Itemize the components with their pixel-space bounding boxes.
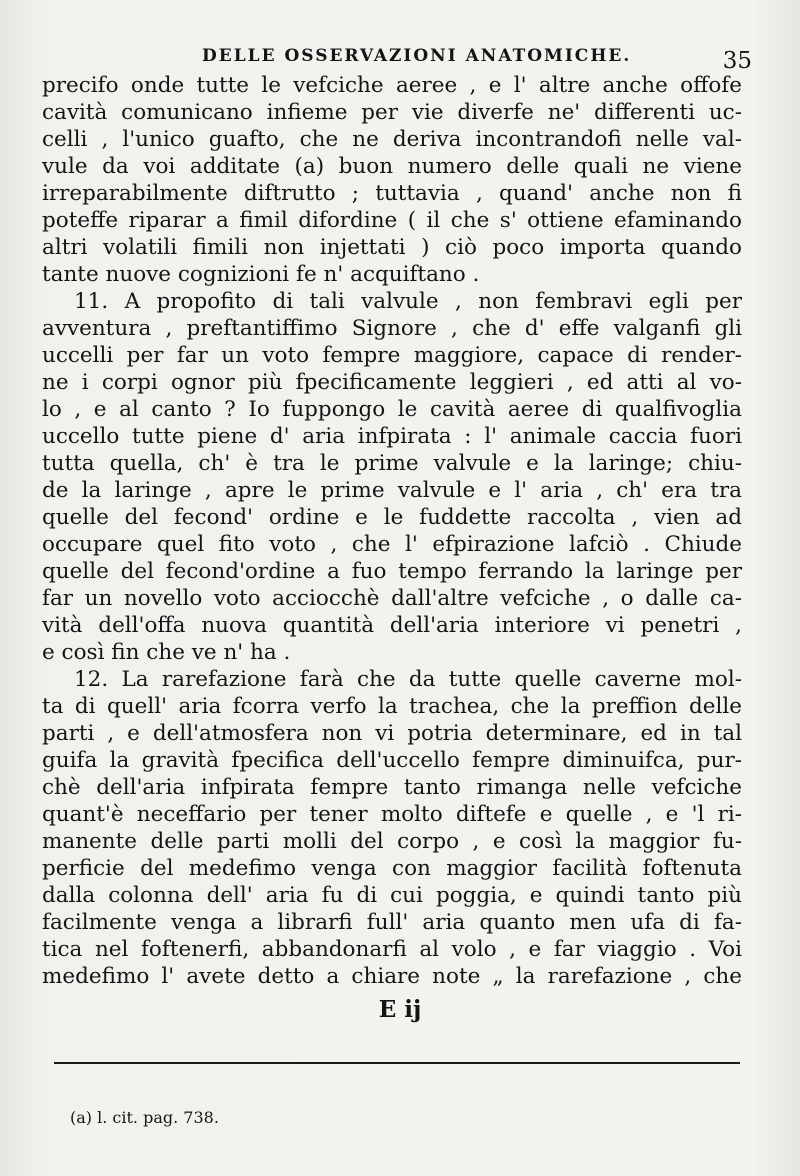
- running-head: [50, 44, 760, 72]
- text-line: quant'è neceffario per tener molto diftefe e quelle , e 'l ri-: [42, 802, 742, 827]
- text-line: parti , e dell'atmosfera non vi potria determinare, ed in tal: [42, 721, 742, 746]
- text-line: ne i corpi ognor più fpecificamente leggieri , ed atti al vo-: [42, 370, 742, 395]
- signature-mark: E ij: [378, 996, 422, 1023]
- paragraph-12-start: 12. La rarefazione farà che da tutte quelle caverne mol-: [74, 667, 742, 692]
- running-title: DELLE OSSERVAZIONI ANATOMICHE.: [202, 46, 632, 66]
- text-line: manente delle parti molli del corpo , e così la maggior fu-: [42, 829, 742, 854]
- text-line: dalla colonna dell' aria fu di cui poggia, e quindi tanto più: [42, 883, 742, 908]
- text-line: lo , e al canto ? Io fuppongo le cavità aeree di qualfivoglia: [42, 397, 742, 422]
- text-line: chè dell'aria infpirata fempre tanto rimanga nelle vefciche: [42, 775, 742, 800]
- footnote-divider: [54, 1062, 740, 1064]
- text-line: vule da voi additate (a) buon numero delle quali ne viene: [42, 154, 742, 179]
- text-line: quelle del fecond' ordine e le fuddette raccolta , vien ad: [42, 505, 742, 530]
- text-line: celli , l'unico guafto, che ne deriva incontrandofi nelle val-: [42, 127, 742, 152]
- text-line: tutta quella, ch' è tra le prime valvule e la laringe; chiu-: [42, 451, 742, 476]
- text-line: facilmente venga a librarfi full' aria quanto men ufa di fa-: [42, 910, 742, 935]
- text-line: occupare quel fito voto , che l' efpirazione lafciò . Chiude: [42, 532, 742, 557]
- footnote: (a) l. cit. pag. 738.: [70, 1108, 219, 1127]
- text-line: uccello tutte piene d' aria infpirata : l' animale caccia fuori: [42, 424, 742, 449]
- text-line: altri volatili fimili non injettati ) ciò poco importa quando: [42, 235, 742, 260]
- text-line: uccelli per far un voto fempre maggiore, capace di render-: [42, 343, 742, 368]
- text-line: ta di quell' aria fcorra verfo la trachea, che la preffion delle: [42, 694, 742, 719]
- text-line: precifo onde tutte le vefciche aeree , e l' altre anche offofe: [42, 73, 742, 98]
- body-text: [42, 72, 742, 990]
- page-number: 35: [722, 48, 752, 74]
- text-line: de la laringe , apre le prime valvule e l' aria , ch' era tra: [42, 478, 742, 503]
- text-line: perficie del medefimo venga con maggior facilità foftenuta: [42, 856, 742, 881]
- text-line: tica nel foftenerfi, abbandonarfi al volo , e far viaggio . Voi: [42, 937, 742, 962]
- text-line: quelle del fecond'ordine a fuo tempo ferrando la laringe per: [42, 559, 742, 584]
- paragraph-11-start: 11. A propofito di tali valvule , non fembravi egli per: [74, 289, 742, 314]
- text-line: cavità comunicano infieme per vie diverfe ne' differenti uc-: [42, 100, 742, 125]
- text-line: vità dell'offa nuova quantità dell'aria interiore vi penetri ,: [42, 613, 742, 638]
- text-line: far un novello voto acciocchè dall'altre vefciche , o dalle ca-: [42, 586, 742, 611]
- text-line: medefimo l' avete detto a chiare note „ la rarefazione , che: [42, 964, 742, 989]
- text-line: irreparabilmente diftrutto ; tuttavia , quand' anche non fi: [42, 181, 742, 206]
- text-line: guifa la gravità fpecifica dell'uccello fempre diminuifca, pur-: [42, 748, 742, 773]
- text-line: poteffe riparar a fimil difordine ( il che s' ottiene efaminando: [42, 208, 742, 233]
- text-line: e così fin che ve n' ha .: [42, 640, 291, 665]
- text-line: avventura , preftantiffimo Signore , che d' effe valganfi gli: [42, 316, 742, 341]
- text-line: tante nuove cognizioni fe n' acquiftano .: [42, 262, 480, 287]
